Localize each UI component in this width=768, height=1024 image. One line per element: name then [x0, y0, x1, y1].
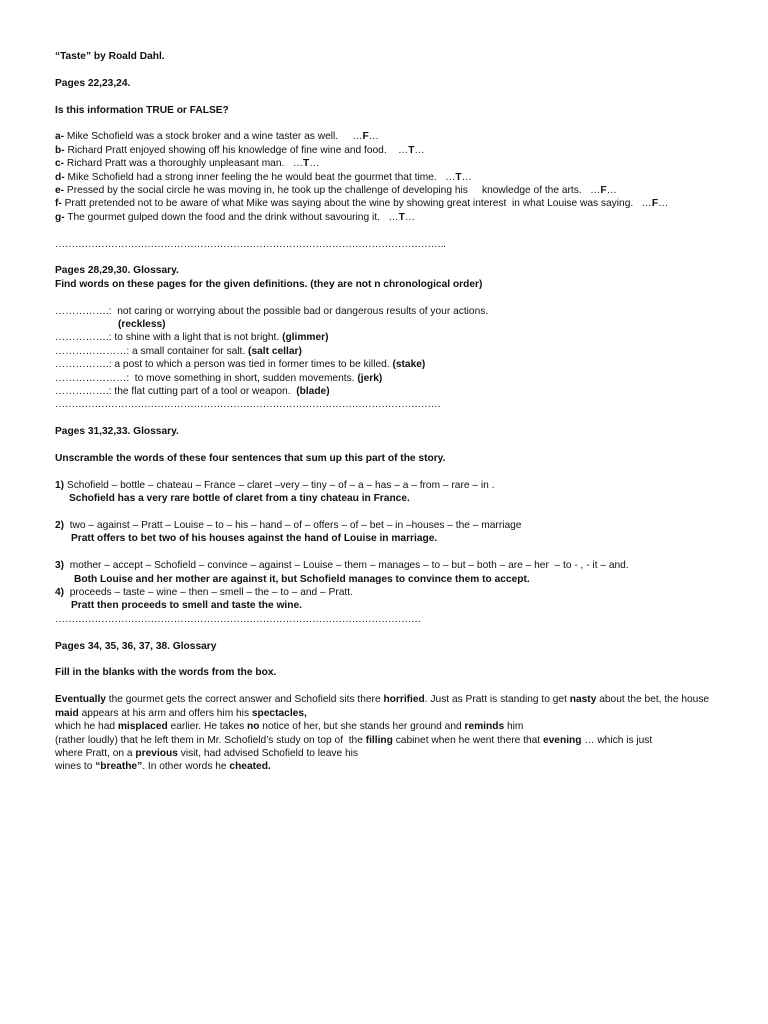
definition-2: …………….: to shine with a light that is not bright. (glimmer)	[55, 332, 329, 344]
scramble-4: 4) proceeds – taste – wine – then – smell – the – to – and – Pratt.	[55, 587, 353, 599]
definition-6: …………….: the flat cutting part of a tool or weapon. (blade)	[55, 386, 330, 398]
tf-item-c: c- Richard Pratt was a thoroughly unpleasant man. …T…	[55, 158, 320, 170]
tf-item-d: d- Mike Schofield had a strong inner feeling the he would beat the gourmet that time. …T…	[55, 171, 472, 183]
true-false-list	[55, 130, 715, 224]
definition-4: …………….: a post to which a person was tied in former times to be killed. (stake)	[55, 359, 426, 371]
tf-answer: F	[600, 185, 607, 197]
tf-item-a: a- Mike Schofield was a stock broker and a wine taster as well. …F…	[55, 131, 379, 143]
definition-answer: (glimmer)	[282, 332, 329, 344]
paragraph-line: which he had misplaced earlier. He takes no notice of her, but she stands her ground and reminds him	[55, 721, 524, 733]
scramble-1: 1) Schofield – bottle – chateau – France – claret –very – tiny – of – a – has – a – from – rare – in .	[55, 479, 495, 491]
definition-3: …………………: a small container for salt. (salt cellar)	[55, 345, 302, 357]
section4-pages: Pages 34, 35, 36, 37, 38. Glossary	[55, 640, 217, 652]
section2-pages: Pages 28,29,30. Glossary.	[55, 265, 179, 277]
scramble-1-answer: Schofield has a very rare bottle of claret from a tiny chateau in France.	[69, 493, 410, 505]
tf-item-g: g- The gourmet gulped down the food and the drink without savouring it. …T…	[55, 211, 415, 223]
scramble-2: 2) two – against – Pratt – Louise – to – his – hand – of – offers – of – bet – in –houses – the – marriage	[55, 520, 522, 532]
definition-answer: (stake)	[392, 359, 426, 371]
paragraph-line: where Pratt, on a previous visit, had advised Schofield to leave his	[55, 747, 358, 759]
tf-answer: T	[303, 158, 310, 170]
definition-5: …………………: to move something in short, sudden movements. (jerk)	[55, 372, 383, 384]
definition-answer: (blade)	[296, 386, 330, 398]
paragraph-line: wines to “breathe”. In other words he cheated.	[55, 761, 271, 773]
tf-item-f: f- Pratt pretended not to be aware of what Mike was saying about the wine by showing great interest in what Louise was saying. …F…	[55, 198, 669, 210]
worksheet	[55, 50, 715, 774]
tf-answer: F	[362, 131, 369, 143]
section-separator: …………………………………………………………………………………………………	[55, 613, 421, 625]
tf-answer: T	[398, 211, 405, 223]
section1-pages: Pages 22,23,24.	[55, 77, 131, 89]
section-separator: ………………………………………………………………………………………………………..	[55, 238, 446, 250]
definition-answer: (salt cellar)	[248, 345, 302, 357]
tf-answer: T	[408, 144, 415, 156]
paragraph-line: (rather loudly) that he left them in Mr. Schofield’s study on top of the filling cabinet when he went there that evening … which is just	[55, 734, 653, 746]
section4-instruction: Fill in the blanks with the words from the box.	[55, 667, 277, 679]
scramble-4-answer: Pratt then proceeds to smell and taste the wine.	[71, 600, 302, 612]
worksheet-title: “Taste” by Roald Dahl.	[55, 51, 165, 62]
paragraph-line: Eventually the gourmet gets the correct answer and Schofield sits there horrified. Just as Pratt is standing to get nasty about the bet, the house maid appears at his arm and offers him his spectacles,	[55, 694, 710, 719]
scramble-2-answer: Pratt offers to bet two of his houses against the hand of Louise in marriage.	[71, 533, 438, 545]
fill-in-paragraph	[55, 693, 715, 773]
tf-item-e: e- Pressed by the social circle he was moving in, he took up the challenge of developing his knowledge of the arts. …F…	[55, 185, 617, 197]
definition-1: …………….: not caring or worrying about the possible bad or dangerous results of your actions.	[55, 305, 489, 317]
section3-pages: Pages 31,32,33. Glossary.	[55, 426, 179, 438]
tf-answer: T	[455, 171, 462, 183]
definition-1-answer: (reckless)	[118, 319, 166, 331]
definition-answer: (jerk)	[357, 372, 383, 384]
section2-instruction: Find words on these pages for the given definitions. (they are not n chronological order)	[55, 278, 483, 290]
tf-item-b: b- Richard Pratt enjoyed showing off his knowledge of fine wine and food. …T…	[55, 144, 425, 156]
scramble-3-answer: Both Louise and her mother are against it, but Schofield manages to convince them to accept.	[74, 573, 530, 585]
tf-answer: F	[651, 198, 659, 210]
section3-instruction: Unscramble the words of these four sentences that sum up this part of the story.	[55, 453, 446, 465]
section1-question: Is this information TRUE or FALSE?	[55, 104, 229, 116]
scramble-3: 3) mother – accept – Schofield – convince – against – Louise – them – manages – to – but – both – are – her – to - , - it – and.	[55, 560, 629, 572]
section-separator: ………………………………………………………………………………………………………	[55, 399, 441, 411]
